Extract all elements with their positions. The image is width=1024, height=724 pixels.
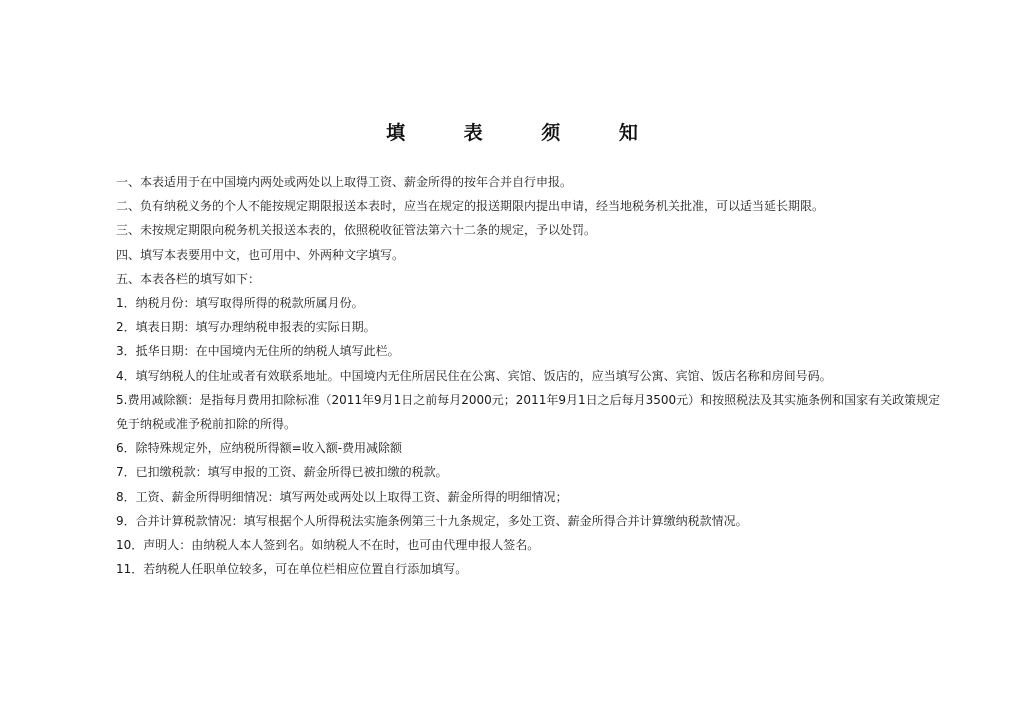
instruction-item: 8．工资、薪金所得明细情况：填写两处或两处以上取得工资、薪金所得的明细情况； (116, 489, 568, 504)
instruction-item: 11．若纳税人任职单位较多，可在单位栏相应位置自行添加填写。 (116, 562, 468, 577)
instruction-item: 10．声明人：由纳税人本人签到名。如纳税人不在时，也可由代理申报人签名。 (116, 538, 540, 553)
instruction-item: 三、未按规定期限向税务机关报送本表的，依照税收征管法第六十二条的规定，予以处罚。 (116, 223, 597, 238)
instruction-item: 二、负有纳税义务的个人不能按规定期限报送本表时，应当在规定的报送期限内提出申请，经当地税务机关批准，可以适当延长期限。 (116, 199, 825, 214)
instruction-item: 1．纳税月份：填写取得所得的税款所属月份。 (116, 296, 364, 311)
instruction-item: 四、填写本表要用中文，也可用中、外两种文字填写。 (116, 247, 405, 262)
instruction-item: 4．填写纳税人的住址或者有效联系地址。中国境内无住所居民住在公寓、宾馆、饭店的，应当填写公寓、宾馆、饭店名称和房间号码。 (116, 368, 832, 383)
instruction-item: 7．已扣缴税款：填写申报的工资、薪金所得已被扣缴的税款。 (116, 465, 448, 480)
instruction-item: 一、本表适用于在中国境内两处或两处以上取得工资、薪金所得的按年合并自行申报。 (116, 175, 573, 189)
instruction-item: 2．填表日期：填写办理纳税申报表的实际日期。 (116, 320, 376, 335)
document-title: 填 表 须 知 (386, 122, 664, 144)
instruction-item: 5.费用减除额：是指每月费用扣除标准（2011年9月1日之前每月2000元；2011年9月1日之后每月3500元）和按照税法及其实施条例和国家有关政策规定免于纳税或准予税前扣除的所得。 (116, 392, 941, 432)
instruction-item: 五、本表各栏的填写如下： (116, 271, 261, 286)
instruction-item: 9．合并计算税款情况：填写根据个人所得税法实施条例第三十九条规定，多处工资、薪金所得合并计算缴纳税款情况。 (116, 513, 748, 528)
instruction-item: 6．除特殊规定外，应纳税所得额=收入额-费用减除额 (116, 441, 403, 456)
instruction-item: 3．抵华日期：在中国境内无住所的纳税人填写此栏。 (116, 344, 400, 359)
instructions-list (116, 170, 946, 581)
